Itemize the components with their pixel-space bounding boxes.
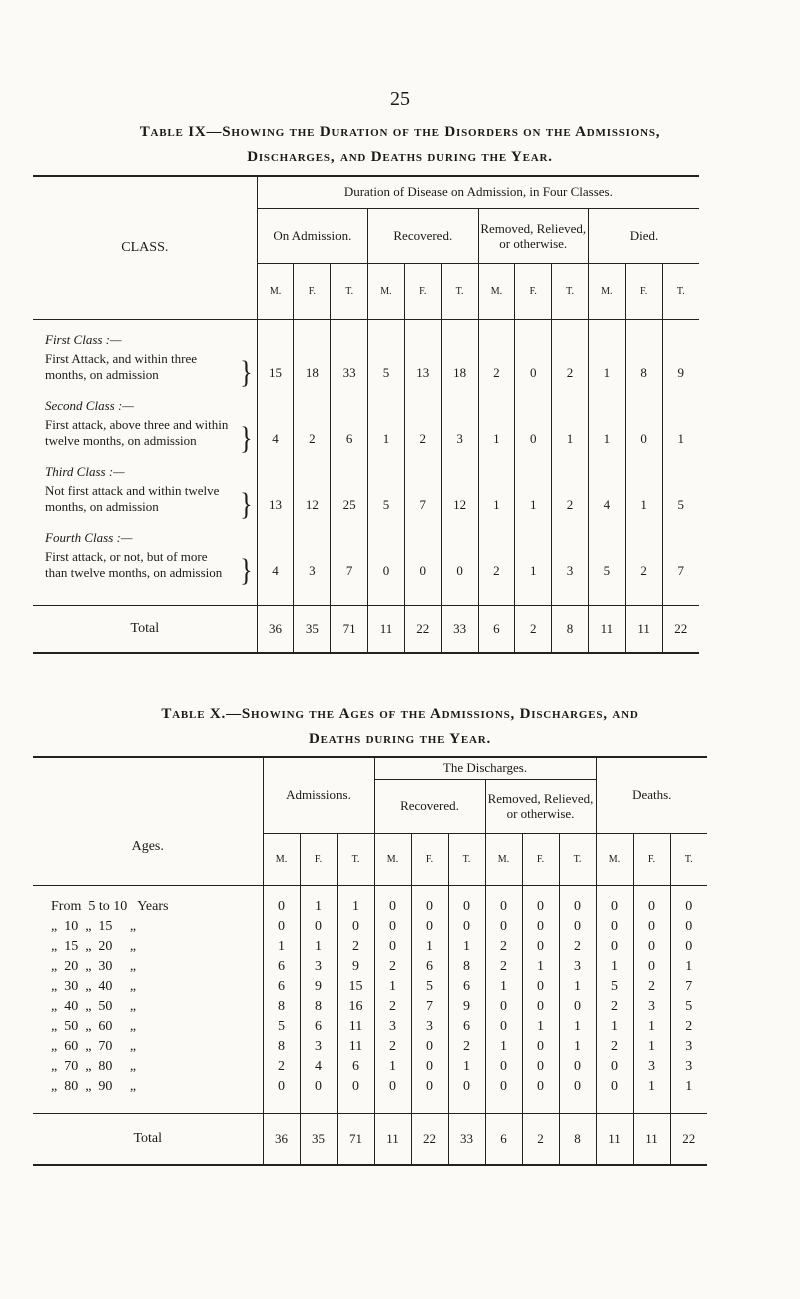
table-cell: 0 <box>300 1077 337 1097</box>
table-cell: 0 <box>522 1037 559 1057</box>
table-cell: 2 <box>670 1017 707 1037</box>
table-cell: 1 <box>515 481 552 529</box>
table-cell: 5 <box>368 349 405 397</box>
table-cell: 5 <box>411 977 448 997</box>
table-cell: 7 <box>404 481 441 529</box>
table-cell: 0 <box>596 917 633 937</box>
total-cell: 71 <box>337 1113 374 1165</box>
class-description: First Attack, and within three months, on admission <box>45 351 198 382</box>
subcol-header: F. <box>404 263 441 319</box>
table-cell: 2 <box>374 997 411 1017</box>
age-range: „ 60 „ 70 „ <box>51 1039 137 1054</box>
table-cell: 3 <box>441 415 478 463</box>
table-row <box>33 1017 707 1037</box>
total-cell: 71 <box>331 605 368 653</box>
table-cell: 0 <box>633 897 670 917</box>
table-cell: 0 <box>368 547 405 595</box>
class-description: First attack, above three and within twelve months, on admission <box>45 417 229 448</box>
total-cell: 6 <box>485 1113 522 1165</box>
total-row <box>33 1113 707 1165</box>
class-name: First Class :— <box>45 332 122 347</box>
total-cell: 11 <box>633 1113 670 1165</box>
table-cell: 0 <box>522 937 559 957</box>
table-row <box>33 997 707 1017</box>
subcol-header: F. <box>522 833 559 885</box>
total-cell: 6 <box>478 605 515 653</box>
table-cell: 0 <box>485 897 522 917</box>
total-cell: 35 <box>300 1113 337 1165</box>
table-cell: 0 <box>411 897 448 917</box>
table-cell: 2 <box>559 937 596 957</box>
table-cell: 1 <box>596 957 633 977</box>
table9-title-line2: Discharges, and Deaths during the Year. <box>247 149 553 165</box>
table-cell: 3 <box>559 957 596 977</box>
brace-glyph: } <box>240 355 253 390</box>
table-cell: 0 <box>263 1077 300 1097</box>
table-cell: 2 <box>633 977 670 997</box>
table-cell: 0 <box>485 1077 522 1097</box>
table-cell: 0 <box>485 997 522 1017</box>
total-row <box>33 605 699 653</box>
table-cell: 0 <box>522 1057 559 1077</box>
table-cell: 2 <box>374 1037 411 1057</box>
brace-glyph: } <box>240 487 253 522</box>
table-cell: 0 <box>522 917 559 937</box>
class-description: First attack, or not, but of more than twelve months, on admission <box>45 549 223 580</box>
table-cell: 2 <box>478 547 515 595</box>
class-row <box>33 331 699 349</box>
table-cell: 6 <box>331 415 368 463</box>
class-description-cell <box>33 415 257 463</box>
table-cell: 1 <box>263 937 300 957</box>
table-row <box>33 1077 707 1097</box>
total-cell: 22 <box>411 1113 448 1165</box>
table-cell: 9 <box>448 997 485 1017</box>
total-label: Total <box>33 605 257 653</box>
table-cell: 0 <box>485 1057 522 1077</box>
table-cell: 13 <box>257 481 294 529</box>
total-cell: 8 <box>559 1113 596 1165</box>
table-cell: 8 <box>448 957 485 977</box>
table-cell: 2 <box>552 481 589 529</box>
table-cell: 1 <box>411 937 448 957</box>
class-header: CLASS. <box>33 176 257 319</box>
table-cell: 0 <box>625 415 662 463</box>
table-cell: 1 <box>633 1017 670 1037</box>
subcol-header: F. <box>294 263 331 319</box>
subcol-header: M. <box>588 263 625 319</box>
table-cell: 0 <box>404 547 441 595</box>
table-cell: 0 <box>337 917 374 937</box>
table-cell: 0 <box>515 349 552 397</box>
table-cell: 2 <box>374 957 411 977</box>
table-cell: 0 <box>485 917 522 937</box>
subcol-header: M. <box>374 833 411 885</box>
admissions-header: Admissions. <box>263 757 374 833</box>
table-row <box>33 481 699 529</box>
table-cell: 1 <box>515 547 552 595</box>
table-cell: 0 <box>559 897 596 917</box>
table-cell: 6 <box>263 977 300 997</box>
table-cell: 33 <box>331 349 368 397</box>
ages-header: Ages. <box>33 757 263 885</box>
table-row <box>33 917 707 937</box>
table-row <box>33 415 699 463</box>
subcol-header: M. <box>263 833 300 885</box>
subcol-header: T. <box>448 833 485 885</box>
total-cell: 11 <box>588 605 625 653</box>
total-cell: 35 <box>294 605 331 653</box>
class-description-cell <box>33 349 257 397</box>
table-cell: 1 <box>552 415 589 463</box>
subcol-header: M. <box>596 833 633 885</box>
class-row <box>33 463 699 481</box>
age-range: „ 70 „ 80 „ <box>51 1059 137 1074</box>
total-cell: 22 <box>662 605 699 653</box>
table-cell: 1 <box>588 415 625 463</box>
total-cell: 11 <box>368 605 405 653</box>
table-cell: 6 <box>300 1017 337 1037</box>
subcol-header: T. <box>559 833 596 885</box>
table-cell: 0 <box>670 897 707 917</box>
table-cell: 2 <box>294 415 331 463</box>
table-cell: 3 <box>411 1017 448 1037</box>
total-cell: 11 <box>374 1113 411 1165</box>
table-cell: 0 <box>596 1077 633 1097</box>
total-cell: 22 <box>670 1113 707 1165</box>
table-cell: 0 <box>559 917 596 937</box>
table-cell: 5 <box>670 997 707 1017</box>
table-cell: 3 <box>633 997 670 1017</box>
table-cell: 1 <box>633 1077 670 1097</box>
table-cell: 2 <box>478 349 515 397</box>
table-cell: 4 <box>300 1057 337 1077</box>
table-cell: 0 <box>411 1077 448 1097</box>
class-row <box>33 529 699 547</box>
table-cell: 13 <box>404 349 441 397</box>
subcol-header: F. <box>300 833 337 885</box>
class-description-cell <box>33 481 257 529</box>
table-cell: 1 <box>478 481 515 529</box>
discharges-header: The Discharges. <box>374 757 596 779</box>
table-cell: 1 <box>485 1037 522 1057</box>
recovered-header: Recovered. <box>368 208 478 263</box>
table-cell: 3 <box>294 547 331 595</box>
table-cell: 0 <box>374 897 411 917</box>
table-cell: 1 <box>633 1037 670 1057</box>
table-cell: 1 <box>625 481 662 529</box>
class-row <box>33 397 699 415</box>
table-cell: 2 <box>485 957 522 977</box>
table-cell: 2 <box>448 1037 485 1057</box>
table-cell: 2 <box>404 415 441 463</box>
table-cell: 0 <box>522 997 559 1017</box>
subcol-header: M. <box>485 833 522 885</box>
table-cell: 7 <box>331 547 368 595</box>
table-cell: 15 <box>337 977 374 997</box>
table-cell: 16 <box>337 997 374 1017</box>
table-cell: 1 <box>374 1057 411 1077</box>
table-cell: 3 <box>670 1057 707 1077</box>
table-cell: 2 <box>596 1037 633 1057</box>
table-cell: 0 <box>596 897 633 917</box>
table-row <box>33 957 707 977</box>
on-admission-header: On Admission. <box>257 208 367 263</box>
table-cell: 1 <box>374 977 411 997</box>
table-cell: 0 <box>522 1077 559 1097</box>
total-cell: 11 <box>596 1113 633 1165</box>
subcol-header: M. <box>257 263 294 319</box>
table-cell: 4 <box>588 481 625 529</box>
total-cell: 2 <box>522 1113 559 1165</box>
age-range: „ 50 „ 60 „ <box>51 1019 137 1034</box>
age-range: „ 10 „ 15 „ <box>51 919 137 934</box>
total-cell: 33 <box>441 605 478 653</box>
table-cell: 3 <box>552 547 589 595</box>
table-cell: 5 <box>662 481 699 529</box>
table-cell: 0 <box>633 957 670 977</box>
subcol-header: F. <box>411 833 448 885</box>
table-cell: 8 <box>300 997 337 1017</box>
table-cell: 2 <box>625 547 662 595</box>
brace-glyph: } <box>240 553 253 588</box>
age-range: From 5 to 10 Years <box>51 899 169 914</box>
table-cell: 0 <box>374 1077 411 1097</box>
class-name: Second Class :— <box>45 398 134 413</box>
table-cell: 0 <box>448 917 485 937</box>
table-cell: 1 <box>662 415 699 463</box>
table-cell: 1 <box>478 415 515 463</box>
table-cell: 8 <box>625 349 662 397</box>
table-cell: 0 <box>411 1057 448 1077</box>
table-cell: 0 <box>633 917 670 937</box>
table10-title-line1: Table X.—Showing the Ages of the Admissions, Discharges, and <box>161 706 639 722</box>
table-cell: 0 <box>448 897 485 917</box>
table-row <box>33 897 707 917</box>
removed-header: Removed, Relieved, or otherwise. <box>478 208 588 263</box>
table-cell: 0 <box>337 1077 374 1097</box>
table-cell: 0 <box>670 937 707 957</box>
table-cell: 0 <box>670 917 707 937</box>
table-cell: 0 <box>559 1077 596 1097</box>
table-cell: 6 <box>337 1057 374 1077</box>
class-description: Not first attack and within twelve months, on admission <box>45 483 220 514</box>
table-cell: 1 <box>588 349 625 397</box>
table9-caption <box>0 120 800 170</box>
table-cell: 5 <box>263 1017 300 1037</box>
subcol-header: T. <box>552 263 589 319</box>
table-cell: 2 <box>596 997 633 1017</box>
table-cell: 7 <box>662 547 699 595</box>
total-cell: 36 <box>263 1113 300 1165</box>
total-cell: 2 <box>515 605 552 653</box>
table-cell: 9 <box>300 977 337 997</box>
table-cell: 1 <box>670 1077 707 1097</box>
subcol-header: T. <box>662 263 699 319</box>
subcol-header: M. <box>368 263 405 319</box>
table-cell: 2 <box>337 937 374 957</box>
table-cell: 0 <box>300 917 337 937</box>
table-cell: 1 <box>368 415 405 463</box>
table-cell: 6 <box>411 957 448 977</box>
table-cell: 18 <box>294 349 331 397</box>
subcol-header: T. <box>337 833 374 885</box>
class-name: Third Class :— <box>45 464 125 479</box>
table-cell: 1 <box>670 957 707 977</box>
total-cell: 8 <box>552 605 589 653</box>
table-cell: 4 <box>257 415 294 463</box>
died-header: Died. <box>588 208 699 263</box>
table-cell: 4 <box>257 547 294 595</box>
table-cell: 11 <box>337 1037 374 1057</box>
table-cell: 2 <box>485 937 522 957</box>
table-cell: 0 <box>522 897 559 917</box>
table-cell: 1 <box>300 937 337 957</box>
table-row <box>33 349 699 397</box>
table-cell: 12 <box>441 481 478 529</box>
age-range: „ 30 „ 40 „ <box>51 979 137 994</box>
subcol-header: F. <box>625 263 662 319</box>
subcol-header: T. <box>670 833 707 885</box>
table-cell: 0 <box>522 977 559 997</box>
table-cell: 0 <box>263 897 300 917</box>
table-cell: 5 <box>596 977 633 997</box>
table-cell: 1 <box>448 937 485 957</box>
table-cell: 6 <box>448 1017 485 1037</box>
table-cell: 18 <box>441 349 478 397</box>
table9 <box>33 175 699 654</box>
page-number: 25 <box>390 88 410 110</box>
table-cell: 0 <box>485 1017 522 1037</box>
table-cell: 11 <box>337 1017 374 1037</box>
table-cell: 1 <box>485 977 522 997</box>
table-cell: 0 <box>559 997 596 1017</box>
table-cell: 0 <box>411 1037 448 1057</box>
age-range: „ 40 „ 50 „ <box>51 999 137 1014</box>
table-cell: 9 <box>662 349 699 397</box>
table-cell: 25 <box>331 481 368 529</box>
table-cell: 2 <box>552 349 589 397</box>
table-cell: 1 <box>559 977 596 997</box>
subcol-header: T. <box>331 263 368 319</box>
subcol-header: M. <box>478 263 515 319</box>
table10-title-line2: Deaths during the Year. <box>308 731 492 747</box>
table10-caption <box>0 702 800 752</box>
table-cell: 1 <box>300 897 337 917</box>
table-cell: 5 <box>588 547 625 595</box>
table-row <box>33 937 707 957</box>
brace-glyph: } <box>240 421 253 456</box>
table-cell: 1 <box>522 957 559 977</box>
table-cell: 9 <box>337 957 374 977</box>
table-cell: 1 <box>448 1057 485 1077</box>
table-cell: 0 <box>559 1057 596 1077</box>
t10-removed-header: Removed, Relieved, or otherwise. <box>485 779 596 833</box>
table-cell: 0 <box>411 917 448 937</box>
table-cell: 8 <box>263 997 300 1017</box>
subcol-header: F. <box>515 263 552 319</box>
table-cell: 3 <box>300 957 337 977</box>
table-cell: 1 <box>596 1017 633 1037</box>
table-cell: 0 <box>596 937 633 957</box>
table-cell: 8 <box>263 1037 300 1057</box>
deaths-header: Deaths. <box>596 757 707 833</box>
total-label: Total <box>33 1113 263 1165</box>
table-cell: 1 <box>559 1017 596 1037</box>
duration-group-header: Duration of Disease on Admission, in Four Classes. <box>257 176 699 208</box>
table-cell: 3 <box>300 1037 337 1057</box>
table-cell: 6 <box>263 957 300 977</box>
table-cell: 0 <box>448 1077 485 1097</box>
table10 <box>33 756 707 1166</box>
table-cell: 3 <box>670 1037 707 1057</box>
class-name: Fourth Class :— <box>45 530 133 545</box>
table-cell: 1 <box>522 1017 559 1037</box>
total-cell: 11 <box>625 605 662 653</box>
table-cell: 0 <box>374 937 411 957</box>
table-cell: 1 <box>337 897 374 917</box>
table-cell: 6 <box>448 977 485 997</box>
table-row <box>33 1037 707 1057</box>
table-cell: 0 <box>515 415 552 463</box>
table-cell: 15 <box>257 349 294 397</box>
total-cell: 36 <box>257 605 294 653</box>
table-cell: 5 <box>368 481 405 529</box>
table9-title-line1: Table IX—Showing the Duration of the Disorders on the Admissions, <box>139 124 661 140</box>
table-cell: 1 <box>559 1037 596 1057</box>
table-cell: 0 <box>441 547 478 595</box>
age-range: „ 20 „ 30 „ <box>51 959 137 974</box>
subcol-header: F. <box>633 833 670 885</box>
table-cell: 7 <box>670 977 707 997</box>
age-range: „ 80 „ 90 „ <box>51 1079 137 1094</box>
table-cell: 0 <box>633 937 670 957</box>
table-cell: 2 <box>263 1057 300 1077</box>
class-description-cell <box>33 547 257 595</box>
subcol-header: T. <box>441 263 478 319</box>
age-range: „ 15 „ 20 „ <box>51 939 137 954</box>
table-cell: 0 <box>596 1057 633 1077</box>
table-row <box>33 547 699 595</box>
total-cell: 33 <box>448 1113 485 1165</box>
table-cell: 0 <box>263 917 300 937</box>
table-cell: 0 <box>374 917 411 937</box>
table-row <box>33 977 707 997</box>
table-cell: 3 <box>374 1017 411 1037</box>
total-cell: 22 <box>404 605 441 653</box>
table-cell: 7 <box>411 997 448 1017</box>
table-cell: 12 <box>294 481 331 529</box>
table-row <box>33 1057 707 1077</box>
t10-recovered-header: Recovered. <box>374 779 485 833</box>
table-cell: 3 <box>633 1057 670 1077</box>
